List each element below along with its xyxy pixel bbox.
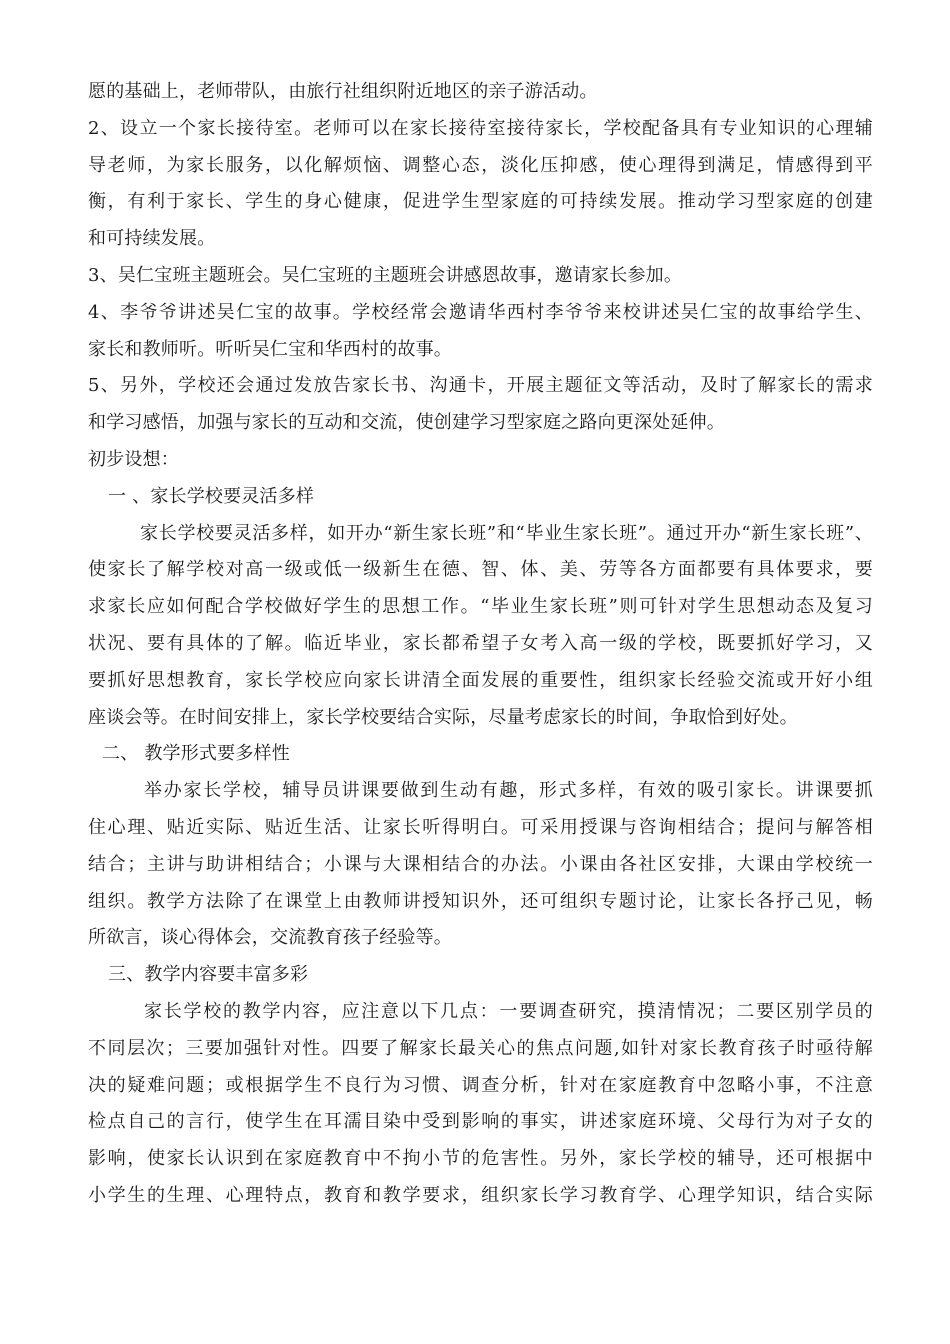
- paragraph-line: 小学生的生理、心理特点，教育和教学要求，组织家长学习教育学、心理学知识，结合实际: [88, 1184, 873, 1206]
- paragraph-line: 2、设立一个家长接待室。老师可以在家长接待室接待家长，学校配备具有专业知识的心理辅: [88, 117, 873, 139]
- paragraph-line: 家长和教师听。听听吴仁宝和华西村的故事。: [88, 338, 452, 360]
- section-intro: 初步设想：: [88, 448, 179, 470]
- paragraph-line: 所欲言，谈心得体会，交流教育孩子经验等。: [88, 927, 452, 949]
- paragraph-line: 4、李爷爷讲述吴仁宝的故事。学校经常会邀请华西村李爷爷来校讲述吴仁宝的故事给学生、: [88, 301, 873, 323]
- paragraph-line: 求家长应如何配合学校做好学生的思想工作。“毕业生家长班”则可针对学生思想动态及复习: [88, 596, 873, 618]
- paragraph-line: 衡，有利于家长、学生的身心健康，促进学生型家庭的可持续发展。推动学习型家庭的创建: [88, 191, 873, 213]
- paragraph-line: 影响，使家长认识到在家庭教育中不拘小节的危害性。另外，家长学校的辅导，还可根据中: [88, 1148, 873, 1170]
- paragraph-line: 导老师，为家长服务，以化解烦恼、调整心态，淡化压抑感，使心理得到满足，情感得到平: [88, 154, 873, 176]
- paragraph-line: 和学习感悟，加强与家长的互动和交流，使创建学习型家庭之路向更深处延伸。: [88, 412, 725, 434]
- paragraph-line: 5、另外，学校还会通过发放告家长书、沟通卡，开展主题征文等活动，及时了解家长的需求: [88, 375, 873, 397]
- paragraph-line: 座谈会等。在时间安排上，家长学校要结合实际，尽量考虑家长的时间，争取恰到好处。: [88, 706, 798, 728]
- paragraph-line: 家长学校的教学内容，应注意以下几点：一要调查研究，摸清情况；二要区别学员的: [144, 1000, 873, 1022]
- paragraph-line: 组织。教学方法除了在课堂上由教师讲授知识外，还可组织专题讨论，让家长各抒己见，畅: [88, 890, 873, 912]
- paragraph-line: 家长学校要灵活多样，如开办“新生家长班”和“毕业生家长班”。通过开办“新生家长班”、: [140, 522, 873, 544]
- document-page: [88, 74, 873, 1215]
- paragraph-line: 决的疑难问题；或根据学生不良行为习惯、调查分析，针对在家庭教育中忽略小事，不注意: [88, 1074, 873, 1096]
- paragraph-line: 检点自己的言行，使学生在耳濡目染中受到影响的事实，讲述家庭环境、父母行为对子女的: [88, 1111, 873, 1133]
- section-heading: 三、教学内容要丰富多彩: [108, 964, 309, 986]
- paragraph-line: 结合；主讲与助讲相结合；小课与大课相结合的办法。小课由各社区安排，大课由学校统一: [88, 853, 873, 875]
- paragraph-line: 和可持续发展。: [88, 228, 216, 250]
- paragraph-line: 要抓好思想教育，家长学校应向家长讲清全面发展的重要性，组织家长经验交流或开好小组: [88, 669, 873, 691]
- paragraph-line: 举办家长学校，辅导员讲课要做到生动有趣，形式多样，有效的吸引家长。讲课要抓: [144, 780, 873, 802]
- paragraph-line: 住心理、贴近实际、贴近生活、让家长听得明白。可采用授课与咨询相结合；提问与解答相: [88, 816, 873, 838]
- section-heading: 一 、家长学校要灵活多样: [108, 485, 315, 507]
- paragraph-line: 使家长了解学校对高一级或低一级新生在德、智、体、美、劳等各方面都要有具体要求，要: [88, 559, 873, 581]
- paragraph-line: 状况、要有具体的了解。临近毕业，家长都希望子女考入高一级的学校，既要抓好学习，又: [88, 632, 873, 654]
- section-heading: 二、 教学形式要多样性: [102, 743, 290, 765]
- paragraph-line: 3、吴仁宝班主题班会。吴仁宝班的主题班会讲感恩故事，邀请家长参加。: [88, 264, 683, 286]
- paragraph-line: 不同层次；三要加强针对性。四要了解家长最关心的焦点问题,如针对家长教育孩子时亟待解: [88, 1037, 873, 1059]
- paragraph-line: 愿的基础上，老师带队，由旅行社组织附近地区的亲子游活动。: [88, 81, 598, 102]
